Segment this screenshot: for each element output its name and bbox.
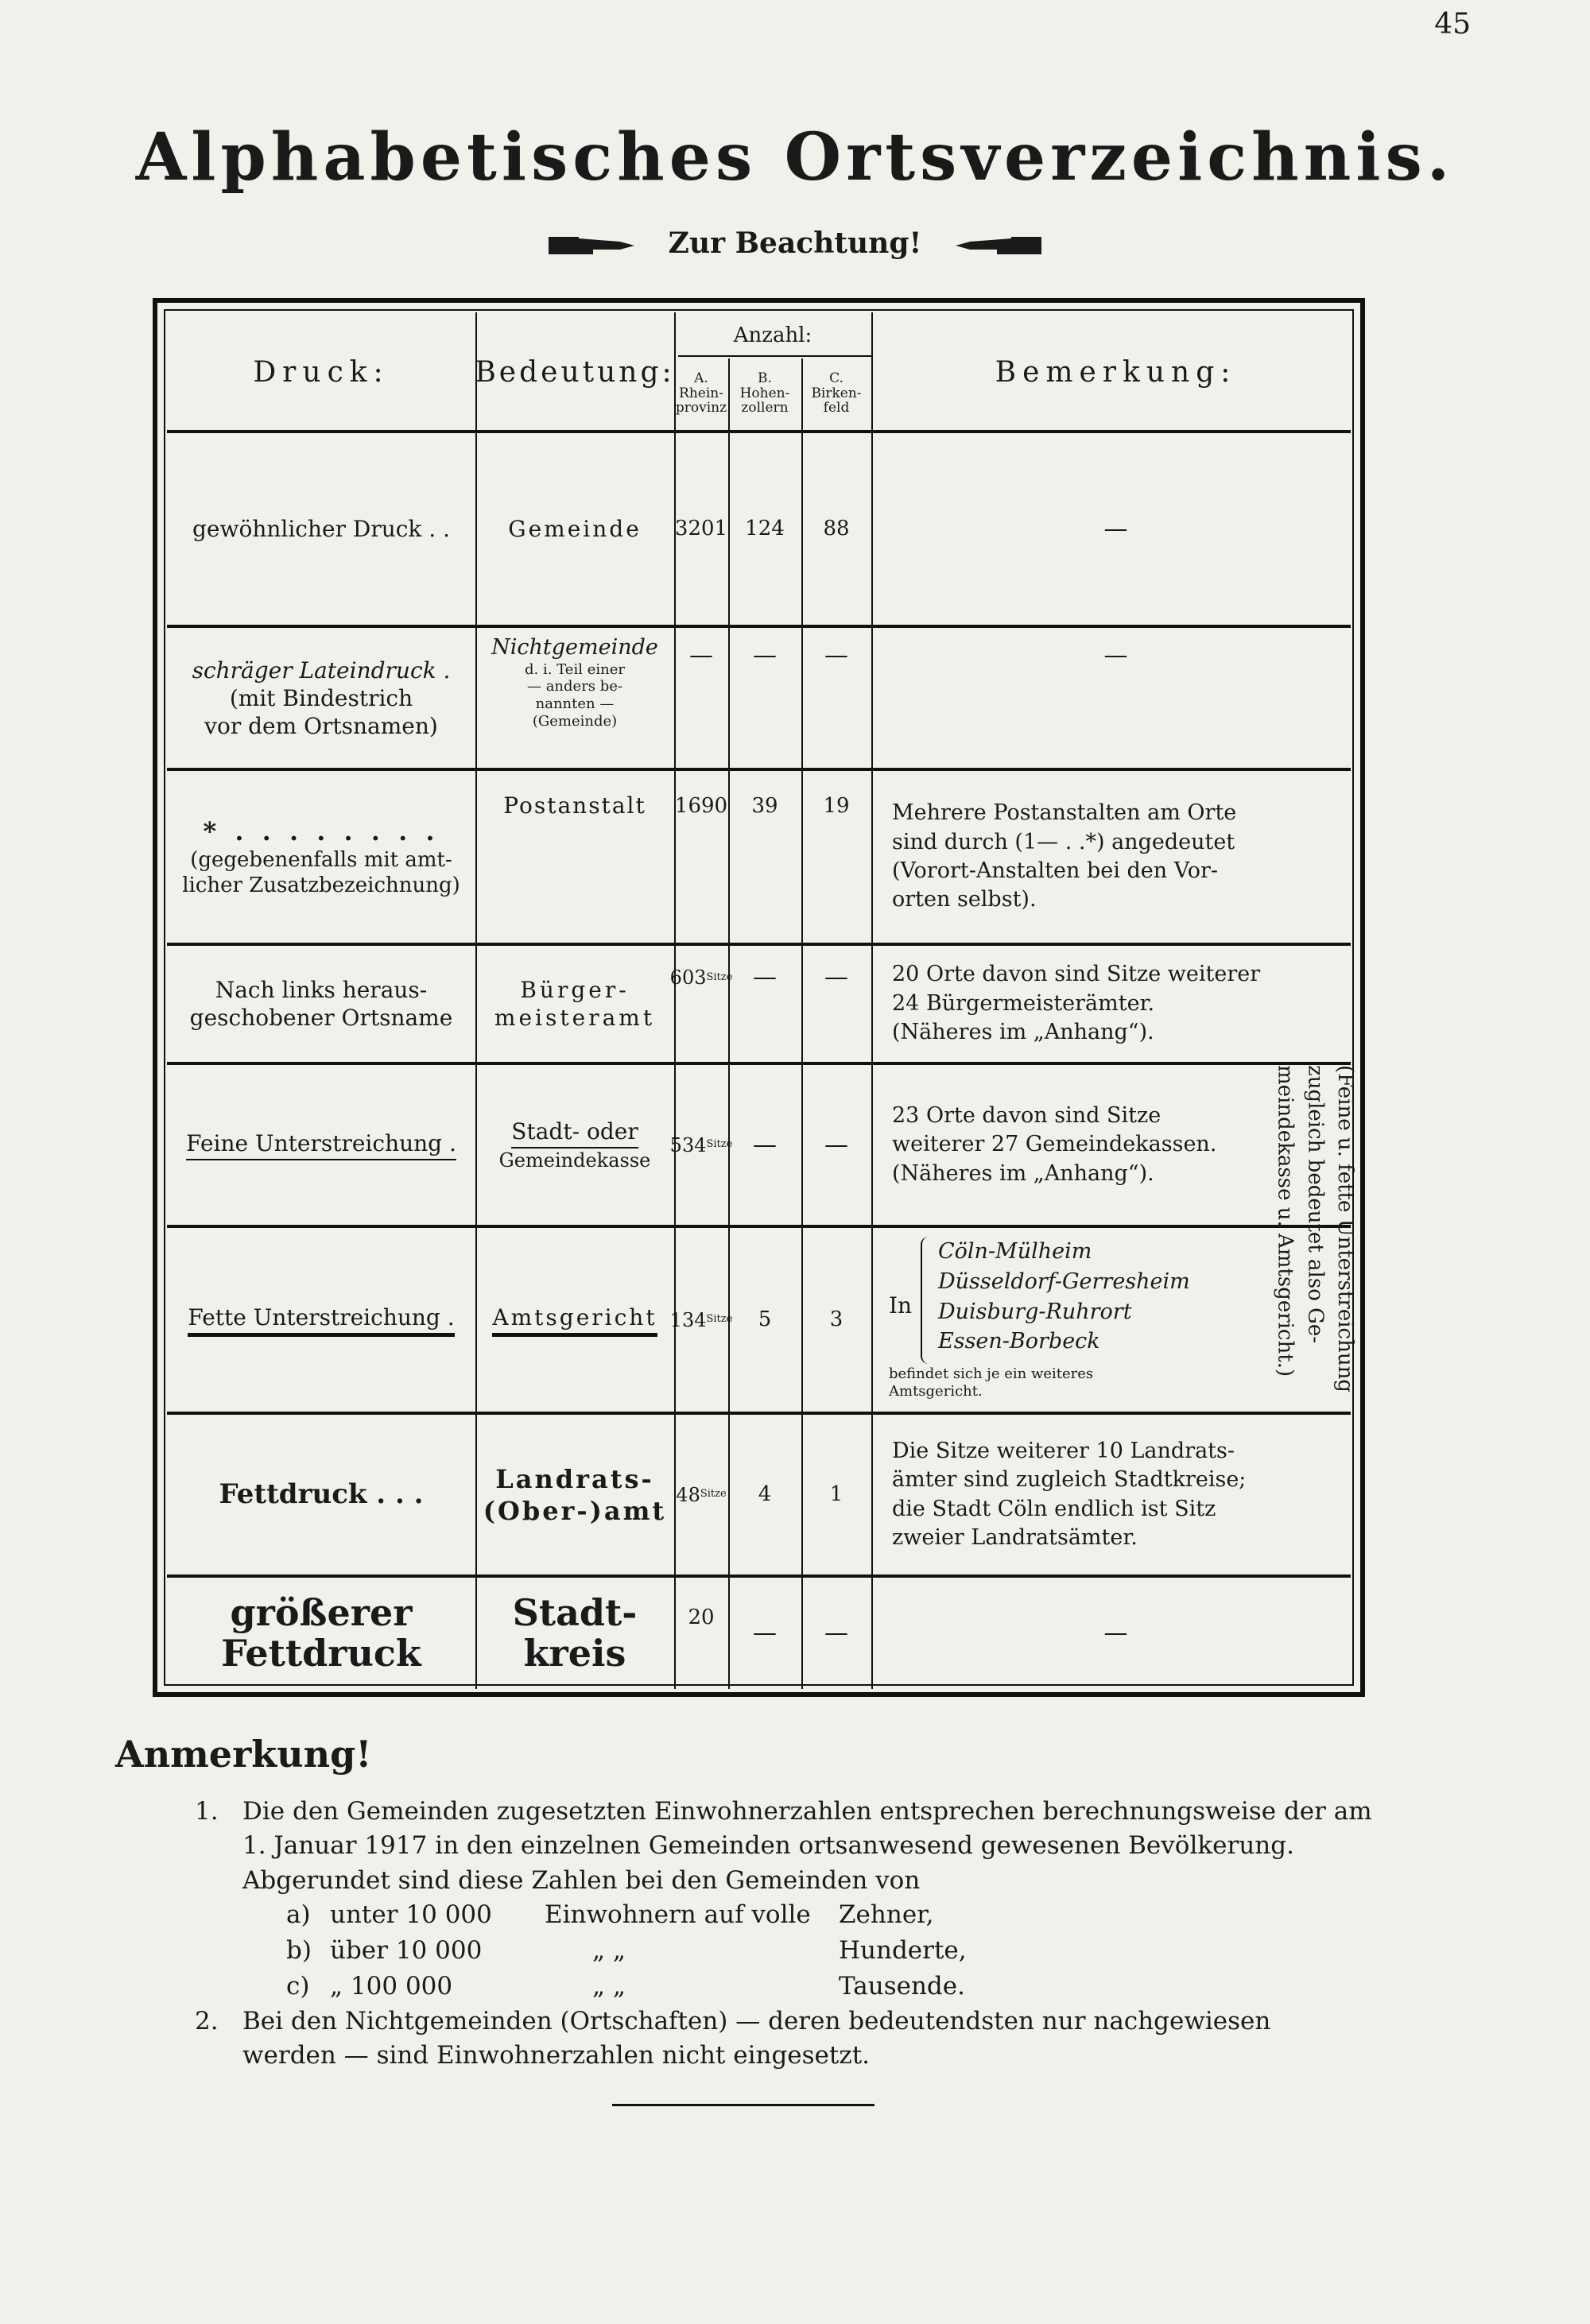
notes-title: Anmerkung! [115, 1733, 372, 1776]
row-buergermeisteramt-c: — [824, 963, 848, 992]
place-coeln-muelheim: Cöln-Mülheim [938, 1239, 1092, 1264]
pointing-hand-left-icon [954, 232, 1041, 259]
row-amtsgericht-bedeutung [475, 1228, 674, 1412]
row-gemeinde-bemerkung: — [1103, 514, 1128, 543]
row-gemeinde-bedeutung: Gemeinde [508, 516, 642, 542]
header-druck: Druck: [253, 355, 390, 389]
amtsgericht-suffix: befindet sich je ein weiteres Amtsgericht. [889, 1365, 1094, 1400]
list-item [286, 1933, 967, 1969]
row-amtsgericht-b: 5 [758, 1307, 772, 1332]
header-bemerkung: Bemerkung: [995, 355, 1237, 389]
row-amtsgericht-c: 3 [829, 1307, 843, 1332]
row-gemeinde-c: 88 [823, 517, 850, 541]
end-divider [612, 2104, 874, 2106]
page-number: 45 [1434, 8, 1471, 41]
row-amtsgericht-druck-text: Fette Unterstreichung . [188, 1303, 454, 1337]
note-2-text: Bei den Nichtgemeinden (Ortschaften) — deren bedeutendsten nur nachgewiesen werden — sind Einwohnerzahlen nicht eingesetzt. [242, 2007, 1271, 2070]
header-bedeutung: Bedeutung: [475, 355, 675, 389]
list-item-rounding: Hunderte, [839, 1935, 967, 1965]
row-amtsgericht-a [669, 1228, 733, 1412]
header-col-b [728, 358, 801, 428]
row-postanstalt-druck [167, 771, 475, 943]
row-gemeindekasse-druck-text: Feine Unterstreichung . [186, 1129, 456, 1160]
header-col-c [801, 358, 871, 428]
row-landratsamt-a-value: 48 [676, 1483, 700, 1506]
header-col-b-label: B. [758, 370, 772, 386]
list-item-label: b) [286, 1935, 312, 1965]
row-stadtkreis-druck: größerer Fettdruck [221, 1591, 421, 1675]
row-nichtgemeinde-druck [167, 628, 475, 768]
row-buergermeisteramt-a-suffix: Sitze [706, 970, 733, 983]
row-landratsamt-bedeutung: Landrats- (Ober-)amt [483, 1463, 667, 1526]
row-nichtgemeinde-c: — [824, 641, 848, 670]
row-nichtgemeinde-druck-sub: (mit Bindestrich vor dem Ortsnamen) [204, 684, 438, 739]
place-duesseldorf-gerresheim: Düsseldorf-Gerresheim [938, 1269, 1190, 1294]
row-landratsamt-druck: Fettdruck . . . [219, 1478, 424, 1511]
notice-line [0, 227, 1590, 260]
row-postanstalt-bedeutung: Postanstalt [503, 792, 646, 819]
row-stadtkreis-b: — [753, 1619, 777, 1648]
brace [921, 1237, 929, 1364]
note-2-index: 2. [195, 2007, 219, 2035]
row-postanstalt-bemerkung: Mehrere Postanstalten am Orte sind durch (1— . .*) angedeutet (Vorort-Anstalten bei den Vor- orten selbst). [892, 800, 1237, 912]
note-1-text: Die den Gemeinden zugesetzten Einwohnerzahlen entsprechen berechnungsweise der am 1. Januar 1917 in den einzelnen Gemeinden ortsanwesend gewesenen Bevölkerung. Abgerundet sind diese Zahlen bei den Gemeinden von [242, 1797, 1372, 1895]
row-postanstalt-a: 1690 [674, 794, 728, 818]
note-1 [195, 1795, 1411, 1898]
header-anzahl: Anzahl: [733, 323, 812, 347]
row-landratsamt-bemerkung: Die Sitze weiterer 10 Landrats- ämter sind zugleich Stadtkreise; die Stadt Cöln endlich ist Sitz zweier Landratsämter. [892, 1438, 1247, 1550]
row-landratsamt-a [674, 1415, 728, 1575]
list-item-unit: „ „ [592, 1971, 626, 2001]
notice-text: Zur Beachtung! [668, 227, 922, 260]
row-gemeindekasse-b: — [753, 1130, 777, 1159]
row-gemeindekasse-bemerkung: 23 Orte davon sind Sitze weiterer 27 Gemeindekassen. (Näheres im „Anhang“). [892, 1102, 1217, 1186]
row-stadtkreis-bemerkung: — [1103, 1619, 1128, 1648]
row-gemeinde-a: 3201 [674, 517, 728, 541]
rounding-list [286, 1897, 967, 2004]
row-nichtgemeinde-b: — [753, 641, 777, 670]
row-nichtgemeinde-bedeutung [475, 628, 674, 768]
amtsgericht-places [938, 1237, 1190, 1357]
header-col-b-sub: Hohen- zollern [739, 385, 790, 416]
list-item-unit: „ „ [592, 1935, 626, 1965]
row-nichtgemeinde-bedeutung-main: Nichtgemeinde [491, 635, 658, 660]
row-gemeindekasse-druck [167, 1065, 475, 1225]
list-item-unit: Einwohnern auf volle [545, 1900, 811, 1929]
row-stadtkreis-a: 20 [688, 1605, 715, 1629]
header-col-c-sub: Birken- feld [811, 385, 862, 416]
row-gemeindekasse-bedeutung [475, 1065, 674, 1225]
place-duisburg-ruhrort: Duisburg-Ruhrort [938, 1299, 1132, 1324]
row-gemeindekasse-a [669, 1065, 733, 1225]
list-item-rounding: Tausende. [839, 1971, 965, 2001]
row-nichtgemeinde-a: — [689, 641, 713, 670]
row-buergermeisteramt-b: — [753, 963, 777, 992]
row-buergermeisteramt-bedeutung: Bürger- meisteramt [494, 977, 656, 1031]
row-postanstalt-b: 39 [751, 794, 778, 818]
row-landratsamt-b: 4 [758, 1482, 772, 1507]
amtsgericht-prefix: In [889, 1292, 913, 1319]
row-postanstalt-druck-sub: (gegebenenfalls mit amt- licher Zusatzbezeichnung) [182, 847, 460, 897]
row-gemeindekasse-a-value: 534 [669, 1133, 707, 1156]
row-buergermeisteramt-a-value: 603 [669, 966, 707, 989]
header-col-a [674, 358, 728, 428]
list-item-label: c) [286, 1971, 310, 2001]
row-gemeindekasse-a-suffix: Sitze [706, 1138, 733, 1151]
row-amtsgericht-bemerkung [889, 1237, 1255, 1408]
note-2 [195, 2004, 1411, 2074]
row-gemeinde-druck: gewöhnlicher Druck . . [192, 516, 450, 542]
row-nichtgemeinde-bedeutung-sub: d. i. Teil einer — anders be- nannten — (Gemeinde) [525, 660, 625, 730]
list-item [286, 1897, 967, 1933]
page-title: Alphabetisches Ortsverzeichnis. [135, 119, 1455, 196]
place-essen-borbeck: Essen-Borbeck [938, 1329, 1100, 1354]
row-landratsamt-c: 1 [829, 1482, 843, 1507]
list-item [286, 1969, 967, 2004]
side-note-vertical [1264, 1065, 1359, 1399]
row-amtsgericht-bedeutung-text: Amtsgericht [492, 1303, 657, 1337]
row-amtsgericht-druck [167, 1228, 475, 1412]
list-item-label: a) [286, 1900, 311, 1929]
row-buergermeisteramt-druck: Nach links heraus- geschobener Ortsname [189, 977, 453, 1031]
list-item-rounding: Zehner, [839, 1900, 934, 1929]
header-col-c-label: C. [829, 370, 843, 386]
header-col-a-sub: Rhein- provinz [675, 385, 727, 416]
row-stadtkreis-bedeutung: Stadt- kreis [512, 1591, 638, 1675]
row-buergermeisteramt-bemerkung: 20 Orte davon sind Sitze weiterer 24 Bürgermeisterämter. (Näheres im „Anhang“). [892, 962, 1261, 1045]
list-item-threshold: unter 10 000 [330, 1900, 492, 1929]
row-amtsgericht-a-suffix: Sitze [706, 1313, 733, 1326]
row-postanstalt-c: 19 [823, 794, 850, 818]
list-item-threshold: über 10 000 [330, 1935, 483, 1965]
header-col-a-label: A. [694, 370, 708, 386]
row-stadtkreis-c: — [824, 1619, 848, 1648]
row-gemeindekasse-bedeutung-line2: Gemeindekasse [498, 1149, 651, 1172]
row-nichtgemeinde-bemerkung: — [1103, 641, 1128, 670]
row-landratsamt-a-suffix: Sitze [700, 1488, 727, 1501]
note-1-index: 1. [195, 1797, 219, 1826]
row-amtsgericht-a-value: 134 [669, 1308, 707, 1331]
legend-table [153, 298, 1365, 1697]
row-postanstalt-druck-main: * . . . . . . . . [203, 815, 440, 846]
row-gemeindekasse-c: — [824, 1130, 848, 1159]
row-gemeindekasse-bedeutung-line1: Stadt- oder [511, 1117, 638, 1148]
side-note-text: (Feine u. fette Unterstreichung zugleich bedeutet also Ge- meindekasse u. Amtsgericht.) [1273, 1065, 1357, 1392]
row-gemeinde-b: 124 [745, 517, 785, 541]
pointing-hand-right-icon [549, 232, 636, 259]
row-nichtgemeinde-druck-main: schräger Lateindruck . [192, 657, 451, 684]
row-buergermeisteramt-a [669, 946, 733, 1009]
list-item-threshold: „ 100 000 [330, 1971, 453, 2001]
